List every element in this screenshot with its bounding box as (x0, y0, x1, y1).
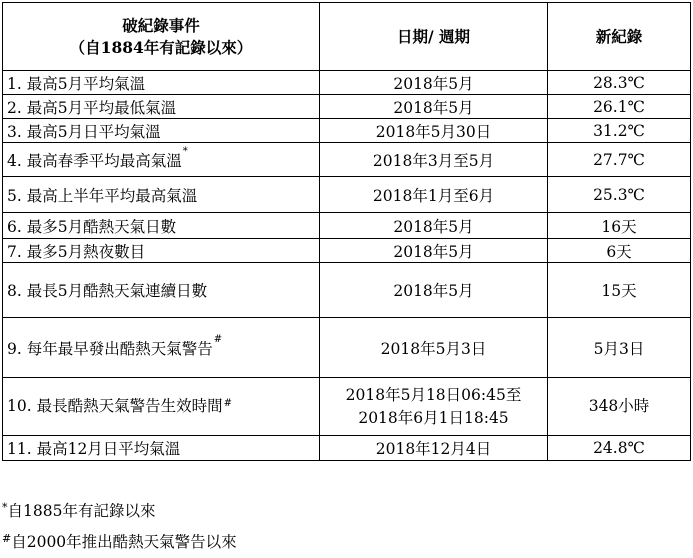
footnote-2-text: 自2000年推出酷熱天氣警告以來 (11, 533, 237, 551)
record-cell: 16天 (548, 213, 691, 239)
event-text: 11. 最高12月日平均氣溫 (7, 440, 181, 458)
records-table (2, 2, 691, 461)
footnote-1-marker: * (2, 501, 8, 514)
event-cell (3, 95, 320, 119)
event-cell (3, 177, 320, 213)
header-event-title: 破紀錄事件 (122, 15, 200, 35)
footnote-2-marker: # (2, 532, 12, 545)
record-cell: 24.8℃ (548, 436, 691, 461)
event-text: 8. 最長5月酷熱天氣連續日數 (7, 282, 208, 300)
table-row (3, 143, 691, 177)
record-cell: 25.3℃ (548, 177, 691, 213)
date-cell (320, 378, 548, 436)
footnote-1-text: 自1885年有記錄以來 (7, 502, 156, 520)
record-cell: 348小時 (548, 378, 691, 436)
event-cell (3, 318, 320, 378)
date-end: 2018年6月1日18:45 (358, 408, 509, 427)
header-date: 日期/ 週期 (320, 3, 548, 71)
header-event (3, 3, 320, 71)
date-cell: 2018年5月3日 (320, 318, 548, 378)
footnotes (2, 496, 237, 558)
table-row (3, 95, 691, 119)
event-text: 5. 最高上半年平均最高氣溫 (7, 186, 198, 205)
header-event-subtitle: （自1884年有記錄以來） (69, 37, 253, 57)
record-cell: 6天 (548, 239, 691, 263)
event-text: 6. 最多5月酷熱天氣日數 (7, 217, 177, 236)
table-row (3, 177, 691, 213)
event-text: 4. 最高春季平均最高氣溫 (7, 151, 182, 170)
table-row (3, 378, 691, 436)
event-text: 7. 最多5月熱夜數目 (7, 242, 146, 261)
footnote-1 (2, 496, 237, 527)
event-cell (3, 119, 320, 143)
event-cell (3, 143, 320, 177)
table-row (3, 71, 691, 95)
record-cell: 5月3日 (548, 318, 691, 378)
record-cell: 31.2℃ (548, 119, 691, 143)
date-cell: 2018年1月至6月 (320, 177, 548, 213)
date-cell: 2018年5月30日 (320, 119, 548, 143)
event-text: 10. 最長酷熱天氣警告生效時間 (7, 397, 223, 415)
event-cell (3, 213, 320, 239)
date-cell: 2018年5月 (320, 239, 548, 263)
table-header-row (3, 3, 691, 71)
event-text: 2. 最高5月平均最低氣溫 (7, 98, 177, 117)
table-row (3, 213, 691, 239)
table-row (3, 318, 691, 378)
date-cell: 2018年5月 (320, 71, 548, 95)
footnote-marker: # (213, 333, 223, 345)
date-cell: 2018年12月4日 (320, 436, 548, 461)
date-cell: 2018年5月 (320, 263, 548, 318)
event-cell (3, 378, 320, 436)
date-cell: 2018年5月 (320, 213, 548, 239)
event-text: 1. 最高5月平均氣溫 (7, 74, 146, 93)
table-row (3, 263, 691, 318)
event-text: 9. 每年最早發出酷熱天氣警告 (7, 339, 213, 358)
table-row (3, 119, 691, 143)
event-cell (3, 71, 320, 95)
date-start: 2018年5月18日06:45至 (345, 385, 522, 404)
table-row (3, 436, 691, 461)
footnote-marker: * (182, 145, 188, 157)
date-cell: 2018年3月至5月 (320, 143, 548, 177)
record-cell: 26.1℃ (548, 95, 691, 119)
record-cell: 28.3℃ (548, 71, 691, 95)
record-cell: 27.7℃ (548, 143, 691, 177)
event-cell (3, 239, 320, 263)
record-cell: 15天 (548, 263, 691, 318)
footnote-2 (2, 527, 237, 558)
footnote-marker: # (223, 398, 232, 409)
event-cell (3, 263, 320, 318)
date-cell: 2018年5月 (320, 95, 548, 119)
event-cell (3, 436, 320, 461)
table-row (3, 239, 691, 263)
event-text: 3. 最高5月日平均氣溫 (7, 122, 161, 141)
header-record: 新紀錄 (548, 3, 691, 71)
